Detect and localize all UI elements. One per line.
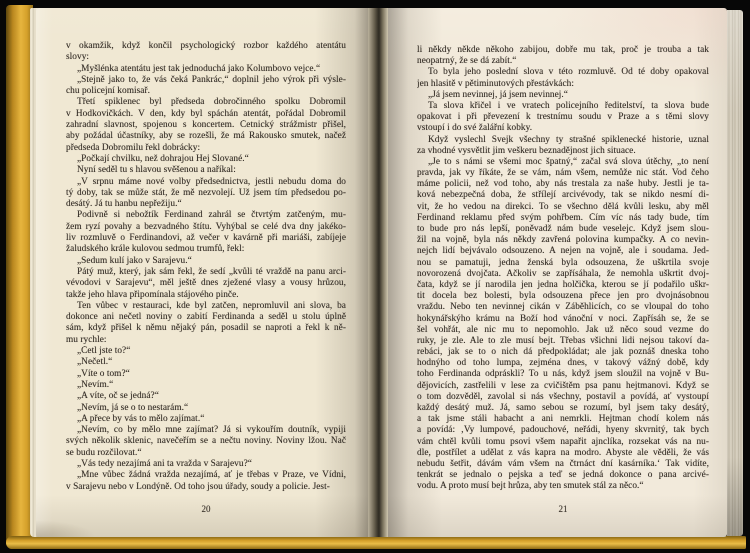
page-text-left bbox=[66, 41, 346, 493]
text-line: Třetí spiklenec byl předseda dobročinného spolku Dobromil bbox=[77, 97, 346, 108]
text-line: vit, že ho vedou na direkci. To se všechno dělá kvůli lesku, aby měl bbox=[417, 201, 709, 212]
text-line: „Je to s námi se všemi moc špatný,“ začal svá slova útěchy, „to není bbox=[428, 156, 709, 167]
text-line: a povídá: ‚Vy lumpové, padouchové, neřádi, hyeny skvrnitý, tak bych bbox=[417, 425, 709, 436]
text-line: „Víte o tom?“ bbox=[77, 368, 130, 379]
text-line: se budu rozčilovat.“ bbox=[66, 447, 142, 458]
text-line: hodnýho od toho lumpa, zejména dnes, v takový vážný době, kdy bbox=[417, 358, 709, 369]
page-number-left: 20 bbox=[201, 504, 211, 514]
text-line: aby požádal účastníky, aby se rozešli, že má Rakousko smutek, načež bbox=[66, 131, 346, 142]
text-line: nou se pamatuji, jedna ženská byla odsouzena, že uškrtila svoje bbox=[417, 257, 709, 268]
text-line: takže jeho hlava připomínala stájového pinče. bbox=[66, 289, 239, 300]
text-line: Ten vůbec v restauraci, kde byl zatčen, nepromluvil ani slova, ba bbox=[77, 300, 346, 311]
text-line: tenkrát se jednalo o pejska a teď se jedná dokonce o pana arcivé- bbox=[417, 470, 709, 481]
text-line: „Nevím, co by mělo mne zajímat? Já si vykouřím doutník, vypiji bbox=[77, 425, 346, 436]
text-line: „Nevím, já se o to nestarám.“ bbox=[77, 402, 189, 413]
text-line: „V srpnu máme nové volby předsednictva, jestli nebudu doma do bbox=[77, 176, 346, 187]
text-line: sám, když přišel k němu nějaký pán, posadil se naproti a řekl k ně- bbox=[66, 323, 346, 334]
text-line: to bude pro nás lepší, poněvadž nám bude veselejc. Když jsem slou- bbox=[417, 224, 709, 234]
text-line: v okamžik, když končil psychologický rozbor každého atentátu bbox=[66, 41, 346, 51]
text-line: Ta slova křičel i ve vratech policejního ředitelství, ta slova bude bbox=[428, 100, 709, 111]
text-line: li někdy někde někoho zabijou, dobře mu tak, proč je trouba a tak bbox=[417, 45, 709, 55]
text-line: „Četl jste to?“ bbox=[77, 346, 131, 357]
text-line: tit docela bez bolesti, byla odsouzena přece jen pro dvojnásobnou bbox=[417, 291, 709, 302]
text-line: čata, když se jí narodila jen jedna holčička, kterou se jí podařilo uškr- bbox=[417, 279, 709, 290]
text-line: slovy: bbox=[66, 52, 90, 63]
text-line: toho Ferdinanda odpráskli? To u nás, když jsem sloužil na vojně v Bu- bbox=[417, 369, 709, 380]
text-line: za vhodné vysvětlit jim veškeru beznadějnost jich situace. bbox=[417, 145, 636, 156]
text-line: vstoupí i do své žalářní kobky. bbox=[417, 123, 533, 134]
page-bottom-shadow bbox=[36, 520, 96, 537]
text-line: „Nevím.“ bbox=[77, 379, 114, 390]
book-gutter-shadow bbox=[368, 8, 388, 537]
text-line: vodu. A proto musí bejt hrůza, aby ten smutek stál za něco.“ bbox=[417, 481, 644, 492]
text-line: „Mne vůbec žádná vražda nezajímá, ať je třebas v Praze, ve Vídni, bbox=[77, 470, 346, 481]
text-line: dle, postřílet a udělat z vás kapra na modro. Abyste ale věděli, že vás bbox=[417, 447, 709, 458]
page-number-right: 21 bbox=[558, 504, 568, 514]
text-line: liv rozmluvě o Ferdinandovi, až večer v kavárně při mariáši, zabíjeje bbox=[66, 233, 346, 244]
text-line: v Sarajevu nebo v Londýně. Od toho jsou úřady, soudy a policie. Jest- bbox=[66, 481, 330, 492]
text-line: vraždu. Nebo ten nevinnej cikán v Záběhlicích, co se vloupal do toho bbox=[417, 302, 709, 313]
text-line: jen hlasitě v pětiminutových přestávkách: bbox=[417, 78, 574, 89]
text-line: rebáci, jak se to o nich dá předpokládat; ale jak poznáš dneska toho bbox=[417, 347, 709, 358]
text-line: žaludského krále kulovou sedmou trumfů, řekl: bbox=[66, 244, 245, 255]
book-page-left bbox=[36, 8, 368, 537]
text-line: nebudu šetřit, dávám vám všem na čtrnáct dní kasárníka.‘ Tak vidíte, bbox=[417, 458, 709, 469]
text-line: a tak jsme stáli habacht a ani nemrkli. Hejtman chodí kolem nás bbox=[417, 414, 709, 425]
text-line: svých několik sklenic, navečeřím se a nečtu noviny. Noviny lžou. Nač bbox=[66, 436, 346, 447]
text-line: nejch lidí bejvávalo odsouzeno. A nejen na vojně, ale i soudama. Jed- bbox=[417, 246, 709, 257]
text-line: vévodovi v Sarajevu“, měl ještě dnes zježené vlasy a vousy hrůzou, bbox=[66, 278, 346, 289]
text-line: opakovat i při převezení k trestnímu soudu v Praze a s těmi slovy bbox=[417, 112, 709, 123]
text-line: vám chtěl kvůli tomu psovi všem napařit ajnclíka, rozsekat vás na nu- bbox=[417, 436, 709, 447]
text-line: „Počkají chvilku, než dohrajou Hej Slované.“ bbox=[77, 153, 249, 164]
text-line: „Stejně jako to, že vás čeká Pankrác,“ doplnil jeho výrok při výsle- bbox=[77, 74, 346, 85]
text-line: ruky, je zle. Ale to zle musí bejt. Třebas všichni lidi nejsou takoví da- bbox=[417, 335, 709, 346]
text-line: v Hodkovičkách. V den, kdy byl spáchán atentát, pořádal Dobromil bbox=[66, 108, 346, 119]
text-line: „Myšlénka atentátu jest tak jednoduchá jako Kolumbovo vejce.“ bbox=[77, 63, 321, 74]
page-fore-edges-right bbox=[727, 10, 743, 536]
text-line: žem ryzí povahy a bezvadného štítu. Vyhýbal se celé dva dny jakéko- bbox=[66, 221, 346, 232]
text-line: Ferdinand reklamu před svým pohřbem. Čím víc nás tady bude, tím bbox=[417, 212, 709, 223]
text-line: Nyní seděl tu s hlavou svěšenou a naříkal: bbox=[77, 165, 236, 176]
text-line: o tom dozvěděl, zavolal si nás všechny, postavil a povídá, ať vystoupí bbox=[417, 391, 709, 402]
text-line: mu rychle: bbox=[66, 334, 107, 345]
text-line: „A přece by vás to mělo zajímat.“ bbox=[77, 413, 205, 424]
text-line: Podivně si nebožtík Ferdinand zahrál se čtvrtým zatčeným, mu- bbox=[77, 210, 346, 221]
text-line: dokonce ani nečetl noviny o zabití Ferdinanda a seděl u stolu úplně bbox=[66, 312, 346, 323]
text-line: předseda Dobromilu řekl dobrácky: bbox=[66, 142, 201, 153]
text-line: pravda, jak vy říkáte, že se vám, nám všem, nemůže nic stát. Vod čeho bbox=[417, 168, 709, 179]
text-line: dějovicích, zastřelili v lese za cvičištěm psa panu hejtmanovi. Když se bbox=[417, 380, 709, 391]
text-line: tý doby, tak se může stát, že mě nezvolejí. Už jsem tím předsedou po- bbox=[66, 187, 346, 198]
text-line: máme policii, než vod toho, aby nás trestala za naše huby. Jestli je ta- bbox=[417, 179, 709, 190]
book-page-right bbox=[388, 8, 727, 537]
text-line: hokynářskýho krámu na Boží hod vánoční v noci. Zapřísáh se, že se bbox=[417, 313, 709, 324]
text-line: „Nečetl.“ bbox=[77, 357, 113, 368]
text-line: novorozená dvojčata. Ačkoliv se zapřísáhala, že nemohla uškrtit dvoj- bbox=[417, 268, 709, 279]
book-cover-edge-bottom bbox=[6, 536, 746, 549]
text-line: „Já jsem nevinnej, já jsem nevinnej.“ bbox=[428, 89, 568, 100]
text-line: Pátý muž, který, jak sám řekl, že sedí „kvůli té vraždě na panu arci- bbox=[77, 266, 346, 277]
text-line: desátý. Já tu hanbu nepřežiju.“ bbox=[66, 199, 182, 210]
text-line: zahradní slavnost, spojenou s koncertem. Četnický strážmistr přišel, bbox=[66, 120, 346, 131]
page-text-right bbox=[417, 45, 709, 493]
text-line: Když vyslechl Švejk všechny ty strašné spiklenecké historie, uznal bbox=[428, 134, 709, 145]
text-line: každý desátý muž. Já, samo sebou se rozumí, byl jsem taky desátý, bbox=[417, 403, 709, 413]
text-line: ková nebezpečná doba, že střílejí arcivévody, tak se nikdo nesmí di- bbox=[417, 190, 709, 201]
text-line: „Sedum kulí jako v Sarajevu.“ bbox=[77, 255, 192, 266]
text-line: neopatrný, že se dá zabít.“ bbox=[417, 56, 517, 67]
text-line: To byla jeho poslední slova v této rozmluvě. Od té doby opakoval bbox=[428, 67, 709, 78]
book-cover-edge-left bbox=[6, 5, 33, 549]
text-line: žil na vojně, byla nás někdy zavřená polovina kumpačky. A co nevin- bbox=[417, 235, 709, 246]
text-line: šel vohřát, ale nic mu to nepomohlo. Jak už něco soud vezme do bbox=[417, 324, 709, 335]
text-line: „A víte, oč se jedná?“ bbox=[77, 391, 159, 402]
text-line: chu policejní komisař. bbox=[66, 86, 150, 97]
text-line: „Vás tedy nezajímá ani ta vražda v Sarajevu?“ bbox=[77, 458, 252, 469]
